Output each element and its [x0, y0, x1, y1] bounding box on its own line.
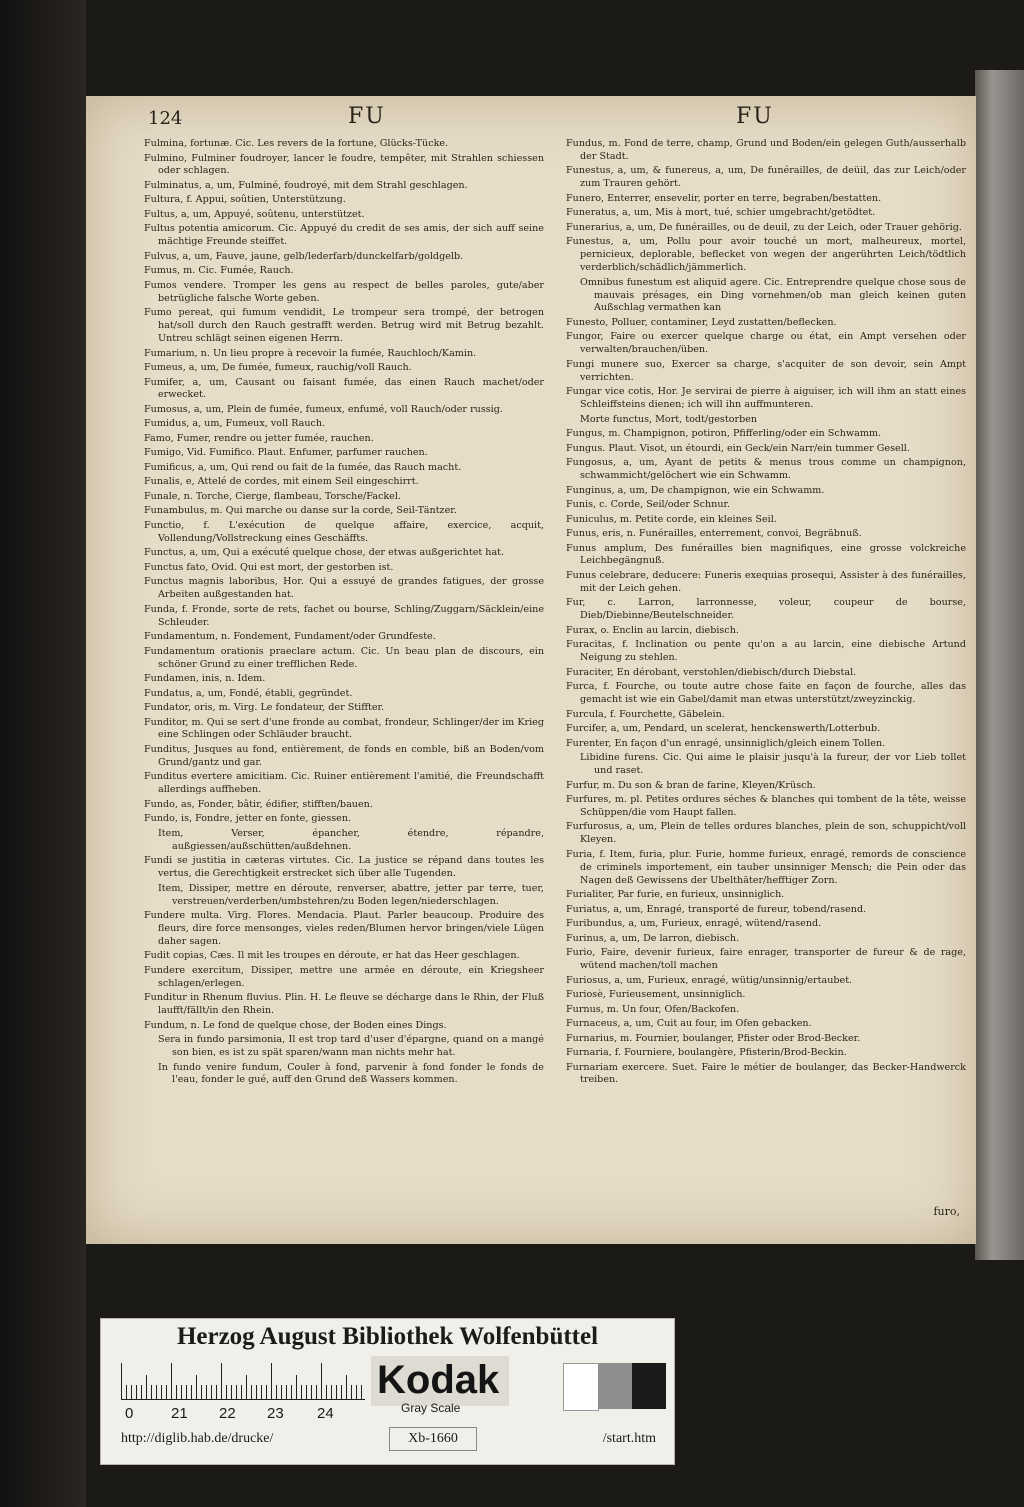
ruler-tick	[166, 1385, 167, 1399]
ruler-tick	[136, 1385, 137, 1399]
ruler-tick	[241, 1385, 242, 1399]
gray-patch-white	[563, 1363, 599, 1411]
dictionary-entry: Funda, f. Fronde, sorte de rets, fachet ou bourse, Schling/Zuggarn/Säcklein/eine Schleuder.	[144, 603, 544, 628]
dictionary-entry: Furnaceus, a, um, Cuit au four, im Ofen gebacken.	[566, 1018, 812, 1030]
catchword: furo,	[933, 1205, 960, 1218]
ruler-tick	[156, 1385, 157, 1399]
dictionary-entry: Furfur, m. Du son & bran de farine, Kleyen/Krüsch.	[566, 779, 816, 791]
dictionary-entry: Fur, c. Larron, larronnesse, voleur, coupeur de bourse, Dieb/Diebinne/Beutelschneider.	[566, 597, 966, 622]
ruler-tick	[206, 1385, 207, 1399]
ruler-tick	[341, 1385, 342, 1399]
scan-page-edge	[975, 70, 1024, 1260]
dictionary-entry: Fulmino, Fulminer foudroyer, lancer le foudre, tempêter, mit Strahlen schiessen oder schlagen.	[144, 152, 544, 177]
dictionary-entry: Fultura, f. Appui, soûtien, Unterstützung.	[144, 194, 346, 206]
dictionary-entry: Fulminatus, a, um, Fulminé, foudroyé, mit dem Strahl geschlagen.	[144, 179, 468, 191]
dictionary-entry: Furcifer, a, um, Pendard, un scelerat, henckenswerth/Lotterbub.	[566, 723, 881, 735]
dictionary-entry: Furcula, f. Fourchette, Gäbelein.	[566, 708, 725, 720]
scan-left-shadow	[0, 0, 86, 1507]
ruler-tick	[171, 1363, 172, 1399]
ruler-tick	[331, 1385, 332, 1399]
dictionary-entry: Furacitas, f. Inclination ou pente qu'on a au larcin, eine diebische Artund Neigung zu stehlen.	[566, 639, 966, 664]
ruler-tick	[226, 1385, 227, 1399]
dictionary-entry: Libidine furens. Cic. Qui aime le plaisir jusqu'à la fureur, der vor Lieb tollet und raset.	[580, 752, 966, 776]
dictionary-entry: Furibundus, a, um, Furieux, enragé, wütend/rasend.	[566, 918, 822, 930]
ruler-tick	[271, 1363, 272, 1399]
shelfmark: Xb-1660	[389, 1427, 477, 1451]
dictionary-entry: Fumidus, a, um, Fumeux, voll Rauch.	[144, 418, 326, 430]
ruler-tick	[291, 1385, 292, 1399]
dictionary-entry: Famo, Fumer, rendre ou jetter fumée, rauchen.	[144, 432, 374, 444]
dictionary-entry: Fundus, m. Fond de terre, champ, Grund und Boden/ein gelegen Guth/ausserhalb der Stadt.	[566, 138, 966, 162]
dictionary-entry: Fultus, a, um, Appuyé, soûtenu, unterstützet.	[144, 208, 365, 220]
dictionary-entry: Furca, f. Fourche, ou toute autre chose faite en façon de fourche, alles das gemacht ist wie ein Gabel/damit man etwas unterstützt/zweyzinckig.	[566, 681, 966, 706]
right-column	[566, 138, 966, 1089]
dictionary-entry: Fumosus, a, um, Plein de fumée, fumeux, enfumé, voll Rauch/oder russig.	[144, 403, 503, 415]
ruler-tick	[361, 1385, 362, 1399]
ruler-number: 23	[267, 1405, 284, 1422]
ruler-number: 0	[125, 1405, 134, 1422]
dictionary-entry: Fumarium, n. Un lieu propre à recevoir la fumée, Rauchloch/Kamin.	[144, 347, 477, 359]
dictionary-entry: Fungus, m. Champignon, potiron, Pfifferling/oder ein Schwamm.	[566, 428, 882, 440]
dictionary-entry: Furfurosus, a, um, Plein de telles ordures blanches, plein de son, schuppicht/voll Kleyen.	[566, 821, 966, 846]
dictionary-entry: Fundamen, inis, n. Idem.	[144, 673, 266, 685]
ruler-tick	[126, 1385, 127, 1399]
page-number: 124	[148, 108, 183, 129]
scale-ruler	[121, 1361, 365, 1400]
ruler-number: 21	[171, 1405, 188, 1422]
dictionary-entry: Morte functus, Mort, todt/gestorben	[580, 413, 758, 425]
start-link[interactable]: /start.htm	[602, 1431, 656, 1446]
dictionary-entry: Funestus, a, um, Pollu pour avoir touché un mort, malheureux, mortel, pernicieux, deplorable, beflecket von wegen der angerührten Leich/tödtlich verderblich/schädlich/jämmerlich.	[566, 236, 966, 274]
ruler-tick	[121, 1363, 122, 1399]
ruler-tick	[191, 1385, 192, 1399]
ruler-tick	[306, 1385, 307, 1399]
dictionary-entry: Item, Verser, épancher, étendre, répandre, außgiessen/außschütten/außdehnen.	[158, 827, 544, 852]
ruler-tick	[186, 1385, 187, 1399]
dictionary-entry: Fumificus, a, um, Qui rend ou fait de la fumée, das Rauch macht.	[144, 461, 462, 473]
ruler-tick	[356, 1385, 357, 1399]
ruler-tick	[266, 1385, 267, 1399]
dictionary-entry: Fungosus, a, um, Ayant de petits & menus trous comme un champignon, schwammicht/gelöchert wie ein Schwamm.	[566, 457, 966, 482]
ruler-tick	[196, 1375, 197, 1399]
dictionary-entry: Item, Dissiper, mettre en déroute, renverser, abattre, jetter par terre, tuer, verstreuen/verderben/umbstehren/zu Boden legen/niederschlagen.	[158, 882, 544, 907]
dictionary-entry: Fundo, is, Fondre, jetter en fonte, giessen.	[144, 813, 352, 825]
ruler-tick	[211, 1385, 212, 1399]
dictionary-entry: Funditus, Jusques au fond, entièrement, de fonds en comble, biß an Boden/vom Grund/gantz und gar.	[144, 743, 544, 768]
dictionary-entry: Funus amplum, Des funérailles bien magnifiques, eine grosse volckreiche Leichbegängnuß.	[566, 542, 966, 567]
gray-scale-label: Gray Scale	[401, 1401, 461, 1415]
institution-name: Herzog August Bibliothek Wolfenbüttel	[176, 1323, 599, 1350]
gray-patch-mid	[598, 1363, 632, 1409]
ruler-tick	[286, 1385, 287, 1399]
dictionary-entry: Funditor, m. Qui se sert d'une fronde au combat, frondeur, Schlinger/der im Krieg eine Schlingen oder Schläuder braucht.	[144, 716, 544, 741]
ruler-tick	[176, 1385, 177, 1399]
dictionary-entry: Furaciter, En dérobant, verstohlen/diebisch/durch Diebstal.	[566, 666, 857, 678]
ruler-tick	[261, 1385, 262, 1399]
dictionary-entry: Fulmina, fortunæ. Cic. Les revers de la fortune, Glücks-Tücke.	[144, 138, 449, 149]
running-head-right: FU	[736, 104, 774, 129]
kodak-logo	[371, 1356, 509, 1406]
dictionary-entry: Fumifer, a, um, Causant ou faisant fumée, das einen Rauch machet/oder erwecket.	[144, 376, 544, 401]
dictionary-entry: Fumo pereat, qui fumum vendidit, Le trompeur sera trompé, der betrogen hat/soll durch den Rauch gestrafft werden. Betrug wird mit Betrug bezahlt. Untreu schlägt seinen eigenen Herrn.	[144, 307, 544, 345]
dictionary-entry: Funditur in Rhenum fluvius. Plin. H. Le fleuve se décharge dans le Rhin, der Fluß laufft/fällt/in den Rhein.	[144, 992, 544, 1017]
ruler-tick	[276, 1385, 277, 1399]
ruler-tick	[281, 1385, 282, 1399]
dictionary-entry: Funestus, a, um, & funereus, a, um, De funérailles, de deüil, das zur Leich/oder zum Trauren gehört.	[566, 165, 966, 190]
ruler-tick	[221, 1363, 222, 1399]
ruler-tick	[311, 1385, 312, 1399]
dictionary-entry: Funus, eris, n. Funérailles, enterrement, convoi, Begräbnuß.	[566, 528, 862, 540]
dictionary-entry: Fundo, as, Fonder, bâtir, édifier, stifften/bauen.	[144, 798, 373, 810]
dictionary-entry: Furia, f. Item, furia, plur. Furie, homme furieux, enragé, remords de conscience de criminels importement, ein tauber unsinniger Mensch; die Pein oder das Nagen deß Gewissens der Ubelthäter/hefftiger Zorn.	[566, 848, 966, 886]
dictionary-entry: Funesto, Polluer, contaminer, Leyd zustatten/beflecken.	[566, 316, 837, 328]
ruler-tick	[251, 1385, 252, 1399]
dictionary-entry: Furiosus, a, um, Furieux, enragé, wütig/unsinnig/ertaubet.	[566, 974, 853, 986]
ruler-tick	[236, 1385, 237, 1399]
dictionary-entry: Functus magnis laboribus, Hor. Qui a essuyé de grandes fatigues, der grosse Arbeiten außgestanden hat.	[144, 576, 544, 601]
dictionary-entry: Funis, c. Corde, Seil/oder Schnur.	[566, 499, 731, 511]
dictionary-entry: Fungar vice cotis, Hor. Je servirai de pierre à aiguiser, ich will ihm an statt eines Schleiffsteins dienen; ich will ihn auffmunteren.	[566, 386, 966, 411]
dictionary-entry: Fundere multa. Virg. Flores. Mendacia. Plaut. Parler beaucoup. Produire des fleurs, dire force mensonges, vieles reden/Blumen hervor bringen/viele Lügen daher sagen.	[144, 910, 544, 947]
ruler-tick	[151, 1385, 152, 1399]
dictionary-entry: Funditus evertere amicitiam. Cic. Ruiner entièrement l'amitié, die Freundschafft allerdings auffheben.	[144, 771, 544, 796]
left-column	[144, 138, 544, 1089]
running-head-left: FU	[348, 104, 386, 129]
dictionary-entry: Furnariam exercere. Suet. Faire le métier de boulanger, das Becker-Handwerck treiben.	[566, 1061, 966, 1086]
dictionary-entry: Fundi se justitia in cæteras virtutes. Cic. La justice se répand dans toutes les vertus, die Gerechtigkeit erstrecket sich über alle Tugenden.	[144, 855, 544, 880]
dictionary-entry: Funus celebrare, deducere: Funeris exequias prosequi, Assister à des funérailles, mit der Leich gehen.	[566, 569, 966, 594]
dictionary-entry: Furenter, En façon d'un enragé, unsinniglich/gleich einem Tollen.	[566, 737, 886, 749]
library-target-card	[100, 1318, 675, 1465]
ruler-tick	[346, 1375, 347, 1399]
ruler-tick	[216, 1385, 217, 1399]
dictionary-entry: Omnibus funestum est aliquid agere. Cic. Entreprendre quelque chose sous de mauvais présages, ein Ding vornehmen/ob man gleich keinen guten Außschlag vermathen kan	[580, 276, 966, 314]
dictionary-entry: Functio, f. L'exécution de quelque affaire, exercice, acquit, Vollendung/Vollstreckung eines Geschäffts.	[144, 519, 544, 544]
ruler-tick	[316, 1385, 317, 1399]
dictionary-entry: Fulvus, a, um, Fauve, jaune, gelb/lederfarb/dunckelfarb/goldgelb.	[144, 250, 464, 262]
ruler-tick	[231, 1385, 232, 1399]
digital-library-url[interactable]: http://diglib.hab.de/drucke/	[121, 1431, 274, 1446]
ruler-tick	[201, 1385, 202, 1399]
dictionary-entry: Furiatus, a, um, Enragé, transporté de fureur, tobend/rasend.	[566, 903, 867, 915]
ruler-tick	[161, 1385, 162, 1399]
dictionary-entry: Fungor, Faire ou exercer quelque charge ou état, ein Ampt versehen oder verwalten/brauchen/üben.	[566, 331, 966, 356]
dictionary-entry: Fundere exercitum, Dissiper, mettre une armée en déroute, ein Kriegsheer schlagen/erlegen.	[144, 964, 544, 989]
dictionary-entry: Furnus, m. Un four, Ofen/Backofen.	[566, 1003, 740, 1015]
dictionary-entry: Fumos vendere. Tromper les gens au respect de belles paroles, gute/aber betrügliche falsche Worte geben.	[144, 279, 544, 304]
dictionary-entry: Sera in fundo parsimonia, Il est trop tard d'user d'épargne, quand on a mangé son bien, es ist zu spät sparen/wann man nichts mehr hat.	[158, 1034, 544, 1059]
dictionary-entry: Furax, o. Enclin au larcin, diebisch.	[566, 624, 739, 636]
dictionary-entry: Furio, Faire, devenir furieux, faire enrager, transporter de fureur & de rage, wütend machen/toll machen	[566, 947, 966, 972]
ruler-tick	[256, 1385, 257, 1399]
dictionary-entry: Fudit copias, Cæs. Il mit les troupes en déroute, er hat das Heer geschlagen.	[144, 950, 520, 962]
dictionary-entry: Fumeus, a, um, De fumée, fumeux, rauchig/voll Rauch.	[144, 362, 412, 374]
dictionary-entry: Fundum, n. Le fond de quelque chose, der Boden eines Dings.	[144, 1019, 447, 1031]
ruler-tick	[296, 1375, 297, 1399]
dictionary-entry: Funalis, e, Attelé de cordes, mit einem Seil eingeschirrt.	[144, 476, 419, 488]
dictionary-entry: Funginus, a, um, De champignon, wie ein Schwamm.	[566, 484, 825, 496]
ruler-tick	[336, 1385, 337, 1399]
ruler-tick	[181, 1385, 182, 1399]
dictionary-entry: Funale, n. Torche, Cierge, flambeau, Torsche/Fackel.	[144, 490, 401, 502]
dictionary-entry: Fungus. Plaut. Visot, un étourdi, ein Geck/ein Narr/ein tummer Gesell.	[566, 442, 910, 454]
dictionary-entry: Funeratus, a, um, Mis à mort, tué, schier umgebracht/getödtet.	[566, 207, 876, 219]
dictionary-entry: Furialiter, Par furie, en furieux, unsinniglich.	[566, 889, 785, 901]
ruler-tick	[321, 1363, 322, 1399]
ruler-tick	[131, 1385, 132, 1399]
dictionary-entry: Furiosè, Furieusement, unsinniglich.	[566, 989, 746, 1001]
dictionary-entry: Fumigo, Vid. Fumifico. Plaut. Enfumer, parfumer rauchen.	[144, 447, 428, 459]
dictionary-entry: Functus, a, um, Qui a exécuté quelque chose, der etwas außgerichtet hat.	[144, 547, 505, 559]
dictionary-entry: Fundatus, a, um, Fondé, établi, gegründet.	[144, 687, 353, 699]
dictionary-entry: Furinus, a, um, De larron, diebisch.	[566, 932, 740, 944]
ruler-number: 24	[317, 1405, 334, 1422]
ruler-number: 22	[219, 1405, 236, 1422]
kodak-wordmark: Kodak	[377, 1358, 500, 1402]
dictionary-entry: Furnarius, m. Fournier, boulanger, Pfister oder Brod-Becker.	[566, 1032, 861, 1044]
ruler-tick	[141, 1385, 142, 1399]
dictionary-entry: Functus fato, Ovid. Qui est mort, der gestorben ist.	[144, 561, 394, 573]
ruler-tick	[301, 1385, 302, 1399]
ruler-tick	[146, 1375, 147, 1399]
dictionary-entry: Funerarius, a, um, De funérailles, ou de deuil, zu der Leich, oder Trauer gehörig.	[566, 221, 962, 233]
ruler-tick	[326, 1385, 327, 1399]
dictionary-page	[86, 96, 976, 1244]
gray-patch-black	[632, 1363, 666, 1409]
dictionary-entry: Furnaria, f. Fourniere, boulangère, Pfisterin/Brod-Beckin.	[566, 1047, 847, 1059]
ruler-tick	[246, 1375, 247, 1399]
ruler-tick	[351, 1385, 352, 1399]
dictionary-entry: Fundator, oris, m. Virg. Le fondateur, der Stiffter.	[144, 702, 385, 714]
dictionary-entry: In fundo venire fundum, Couler à fond, parvenir à fond fonder le fonds de l'eau, fonder le gué, auff den Grund deß Wassers kommen.	[158, 1061, 544, 1086]
dictionary-entry: Fungi munere suo, Exercer sa charge, s'acquiter de son devoir, sein Ampt verrichten.	[566, 358, 966, 383]
dictionary-entry: Funero, Enterrer, ensevelir, porter en terre, begraben/bestatten.	[566, 192, 882, 204]
dictionary-entry: Fumus, m. Cic. Fumée, Rauch.	[144, 265, 294, 277]
dictionary-entry: Funiculus, m. Petite corde, ein kleines Seil.	[566, 513, 777, 525]
dictionary-entry: Fultus potentia amicorum. Cic. Appuyé du credit de ses amis, der sich auff seine mächtige Freunde steiffet.	[144, 223, 544, 248]
dictionary-entry: Fundamentum orationis praeclare actum. Cic. Un beau plan de discours, ein schöner Grund zu einer trefflichen Rede.	[144, 645, 544, 670]
dictionary-entry: Funambulus, m. Qui marche ou danse sur la corde, Seil-Täntzer.	[144, 505, 457, 517]
dictionary-entry: Furfures, m. pl. Petites ordures séches & blanches qui tombent de la tête, weisse Schüppen/die vom Haupt fallen.	[566, 794, 966, 818]
dictionary-entry: Fundamentum, n. Fondement, Fundament/oder Grundfeste.	[144, 631, 436, 643]
